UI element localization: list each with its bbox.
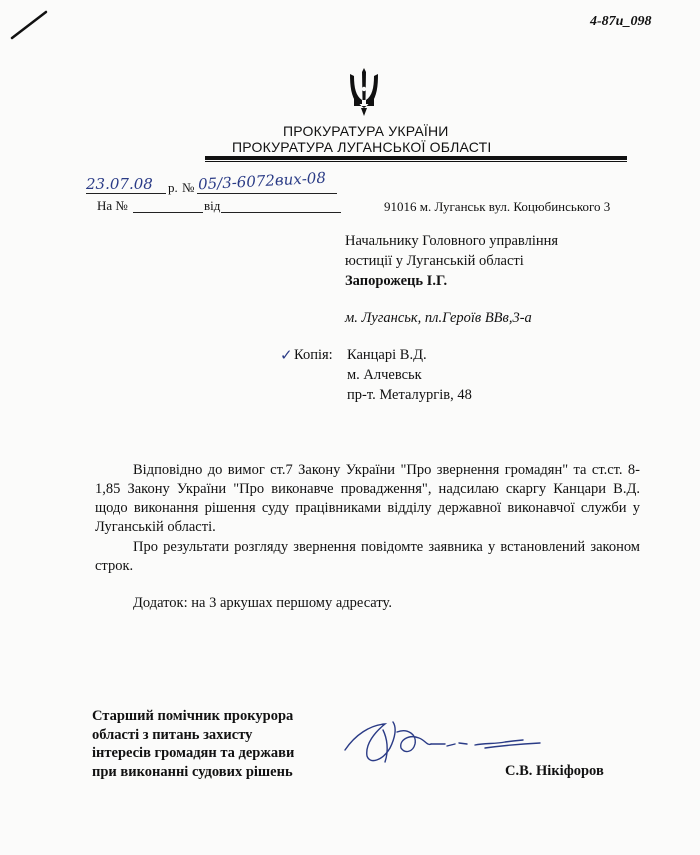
signatory-title-line-3: інтересів громадян та держави [92,745,295,761]
body-paragraph-2: Про результати розгляду звернення повідомте заявника у встановлений законом строк. [95,539,640,574]
number-label: № [182,180,195,195]
header-rule-thick [205,156,627,160]
recipient-line-1: Начальнику Головного управління [345,233,559,249]
copy-recipient-street: пр-т. Металургів, 48 [347,387,472,403]
signatory-title [92,707,294,781]
recipient-line-2: юстиції у Луганській області [345,253,524,269]
signatory-title-line-1: Старший помічник прокурора [92,708,294,724]
copy-recipient-name: Канцарі В.Д. [347,347,427,363]
header-line-1: ПРОКУРАТУРА УКРАЇНИ [283,123,449,139]
signatory-title-line-4: при виконанні судових рішень [92,763,293,780]
attachment-note: Додаток: на 3 аркушах першому адресату. [133,595,392,611]
checkmark-icon: ✓ [280,348,293,364]
signatory-title-line-2: області з питань захисту [92,726,253,743]
corner-pen-mark [8,6,48,42]
number-underline [197,193,337,194]
document-id: 4-87и_098 [590,14,652,29]
incoming-number-label: На № [97,198,128,213]
copy-recipient-city: м. Алчевськ [347,367,422,383]
date-underline [86,193,166,194]
recipient-name: Запорожець І.Г. [345,273,448,289]
body-paragraph-1: Відповідно до вимог ст.7 Закону України "Про звернення громадян" та ст.ст. 8-1,85 Закону України "Про виконавче провадження", надсилаю скаргу Канцари В.Д. щодо виконання рішення суду працівниками відділу державної виконавчої служби у Луганській області. [95,462,640,535]
copy-label: Копія: [294,347,333,363]
header-rule-thin [205,161,627,162]
incoming-date-underline [221,212,341,213]
handwritten-number: 05/3-6072вих-08 [197,168,327,194]
trident-emblem-icon [347,66,381,118]
incoming-from-label: від [204,198,221,213]
incoming-number-underline [133,212,203,213]
date-suffix: р. [168,180,178,195]
header-line-2: ПРОКУРАТУРА ЛУГАНСЬКОЇ ОБЛАСТІ [232,139,492,155]
recipient-address: м. Луганськ, пл.Героїв ВВв,3-а [345,310,532,326]
sender-address: 91016 м. Луганськ вул. Коцюбинського 3 [384,199,611,214]
handwritten-signature [335,710,565,770]
handwritten-date: 23.07.08 [86,175,153,193]
signatory-name: С.В. Нікіфоров [505,763,604,779]
